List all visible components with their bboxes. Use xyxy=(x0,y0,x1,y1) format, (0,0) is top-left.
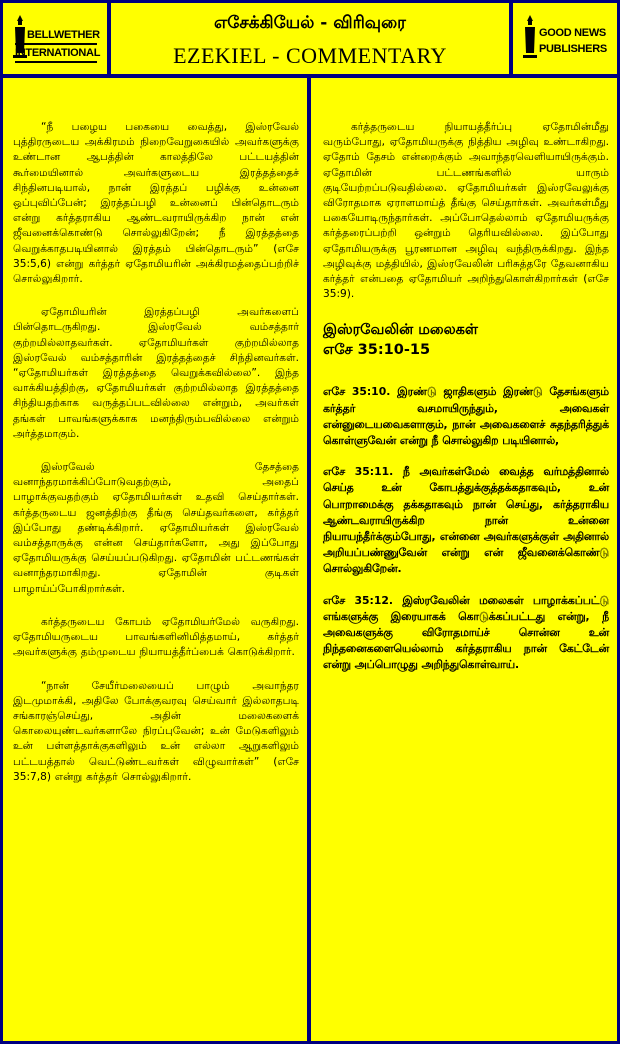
logo-line2: INTERNATIONAL xyxy=(15,47,101,59)
header-left-logo-cell xyxy=(3,3,107,74)
logo-line1: BELLWETHER xyxy=(27,29,100,41)
logo-underline xyxy=(15,43,97,45)
verse-paragraph: எசே 35:12. இஸ்ரவேலின் மலைகள் பாழாக்கப்பட்டு எங்களுக்கு இரையாகக் கொடுக்கப்பட்டது என்று, நீ அவைகளுக்கு விரோதமாய்ச் சொன்ன உன் நிந்தனைகளையெல்லாம் கர்த்தராகிய நான் கேட்டேன் என்று அப்பொழுது அறிந்துகொள்வாய். xyxy=(323,593,609,672)
section-heading xyxy=(323,320,609,360)
header-title-cell xyxy=(111,3,509,74)
header-right-logo-cell xyxy=(513,3,617,74)
paragraph: “நான் சேயீர்மலையைப் பாழும் அவாந்தர இடமுமாக்கி, அதிலே போக்குவரவு செய்வார் இல்லாதபடி சங்காரஞ்செய்து, அதின் மலைகளைக் கொலையுண்டவர்களாலே நிரப்புவேன்; உன் மேடுகளிலும் உன் பள்ளத்தாக்குகளிலும் உன் எல்லா ஆறுகளிலும் பட்டயத்தால் வெட்டுண்டவர்கள் விழுவார்கள்” (எசே 35:7,8) என்று கர்த்தர் சொல்லுகிறார். xyxy=(13,679,299,783)
page-title-tamil: எசேக்கியேல் - விரிவுரை xyxy=(214,13,406,33)
page-title-english: EZEKIEL - COMMENTARY xyxy=(173,43,447,68)
bellwether-logo xyxy=(9,13,101,63)
paragraph: கர்த்தருடைய நியாயத்தீர்ப்பு ஏதோமின்மீது வரும்போது, ஏதோமியருக்கு நித்திய அழிவு உண்டாகிறது. ஏதோம் தேசம் என்றைக்கும் அவாந்தரவெளியாயிருக்கும். ஏதோமின் பட்டணங்களில் யாரும் குடியேற்றப்படுவதில்லை. ஏதோமியர்கள் இஸ்ரவேலுக்கு விரோதமாக ஏராளமாய்த் தீங்கு செய்தார்கள். அவர்கள்மீது பகையோடிருந்தார்கள். அப்போதெல்லாம் ஏதோமியருக்கு கர்த்தரைப்பற்றி ஒன்றும் தெரியவில்லை. இப்போது ஏதோமியருக்கு பூரணமான அழிவு வந்திருக்கிறது. இந்த அழிவுக்கு மத்தியில், இஸ்ரவேலின் பரிசுத்தரே தேவனாகிய கர்த்தர் என்பதை ஏதோமியர் அறிந்துகொள்கிறார்கள் (எசே 35:9). xyxy=(323,121,609,301)
verse-paragraph: எசே 35:11. நீ அவர்கள்மேல் வைத்த வர்மத்தினால் செய்த உன் கோபத்துக்குத்தக்கதாகவும், உன் பொறாமைக்கு தக்கதாகவும் நான் செய்து, கர்த்தராகிய ஆண்டவராயிருக்கிற நான் உன்னை நியாயந்தீர்க்கும்போது, என்னை அவர்களுக்குள் அதினால் அறியப்பண்ணுவேன் என்று என் ஜீவனைக்கொண்டு சொல்லுகிறேன். xyxy=(323,465,609,576)
paragraph: கர்த்தருடைய கோபம் ஏதோமியர்மேல் வருகிறது. ஏதோமியருடைய பாவங்களினிமித்தமாய், கர்த்தர் அவர்களுக்கு தம்முடைய நியாயத்தீர்ப்பைக் கொடுக்கிறார். xyxy=(13,615,299,659)
verse-paragraph: எசே 35:10. இரண்டு ஜாதிகளும் இரண்டு தேசங்களும் கர்த்தர் வசமாயிருந்தும், அவைகள் என்னுடையவைகளாகும், நான் அவைகளைச் சுதந்தரித்துக் கொள்ளுவேன் என்று நீ சொல்லுகிற படியினால், xyxy=(323,385,609,448)
logo-line1: GOOD NEWS xyxy=(539,27,606,39)
publisher-mark-icon xyxy=(523,13,537,59)
logo-underline-2 xyxy=(15,61,97,63)
paragraph: “நீ பழைய பகையை வைத்து, இஸ்ரவேல் புத்திரருடைய அக்கிரமம் நிறைவேறுகையில் அவர்களுக்கு உண்டான ஆபத்தின் காலத்திலே பட்டயத்தின் கூர்மையினால் அவர்களுடைய இரத்தத்தைச் சிந்தினபடியால், நான் இரத்தப் பழிக்கு உன்னை ஒப்புவிப்பேன்; இரத்தப்பழி உன்னைப் பின்தொடரும் என்று கர்த்தராகிய ஆண்டவராயிருக்கிற நான் என் ஜீவனைக்கொண்டு சொல்லுகிறேன்; நீ இரத்தத்தை வெறுக்காதபடியினால் இரத்தம் பின்தொடரும்” (எசே 35:5,6) என்று கர்த்தர் ஏதோமியரின் அக்கிரமத்தைப்பற்றிச் சொல்லுகிறார். xyxy=(13,121,299,286)
paragraph: இஸ்ரவேல் தேசத்தை வனாந்தரமாக்கிப்போடுவதற்கும், அதைப் பாழாக்குவதற்கும் ஏதோமியர்கள் உதவி செய்தார்கள். கர்த்தருடைய ஜனத்திற்கு தீங்கு செய்தவர்களை, கர்த்தர் இப்போது தண்டிக்கிறார். ஏதோமியர்கள் இஸ்ரவேல் வம்சத்தாருக்கு என்ன செய்தார்களோ, அது இப்போது ஏதோமியருக்கு செய்யப்படுகிறது. ஏதோமின் பட்டணங்கள் வனாந்தரமாகிறது. ஏதோமின் குடிகள் பாழாய்ப்போகிறார்கள். xyxy=(13,461,299,595)
section-title: இஸ்ரவேலின் மலைகள் xyxy=(323,322,479,339)
section-reference: எசே 35:10-15 xyxy=(323,342,431,359)
paragraph: ஏதோமியரின் இரத்தப்பழி அவர்களைப் பின்தொடருகிறது. இஸ்ரவேல் வம்சத்தார் குற்றமில்லாதவர்கள். ஏதோமியர்கள் குற்றமில்லாத இஸ்ரவேல் வம்சத்தாரின் இரத்தத்தைச் சிந்தினவர்கள். “ஏதோமியர்கள் இரத்தத்தை வெறுக்கவில்லை”. இந்த வாக்கியத்திற்கு, ஏதோமியர்கள் குற்றமில்லாத இரத்தத்தை சிந்தியதற்காக வருத்தப்படவில்லை என்றும், அவர்கள் தங்கள் பாவங்களுக்காக மனந்திரும்பவில்லை என்றும் அர்த்தமாகும். xyxy=(13,306,299,440)
good-news-logo xyxy=(519,13,611,63)
left-column xyxy=(3,78,307,1041)
logo-line2: PUBLISHERS xyxy=(539,43,607,55)
right-column xyxy=(311,78,617,1041)
